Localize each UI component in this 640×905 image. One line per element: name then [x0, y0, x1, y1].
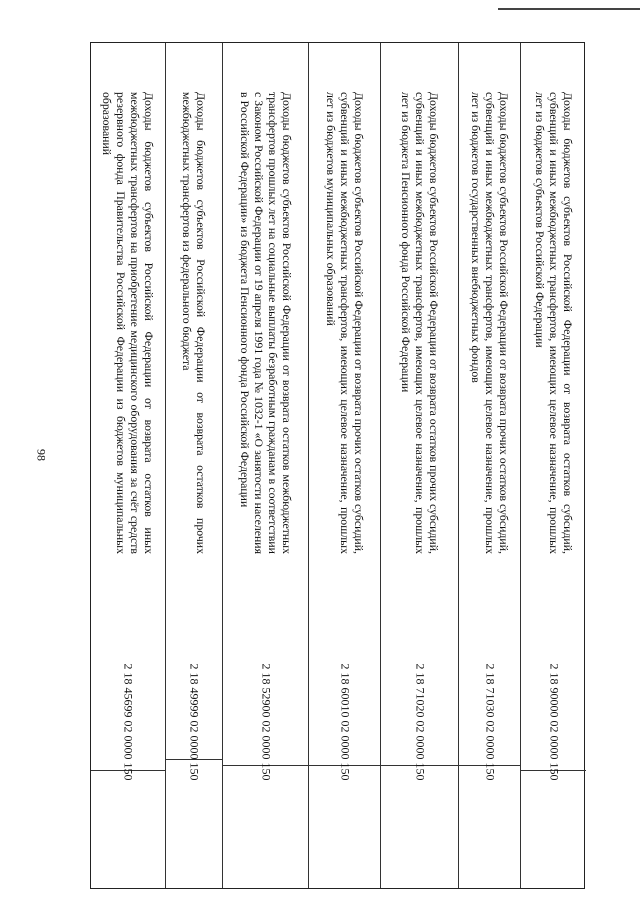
row-code: 2 18 60010 02 0000 150: [338, 663, 352, 781]
row-description: Доходы бюджетов субъектов Российской Федерации от возврата остатков прочих межбюджетных трансфертов из федерального бюджета: [180, 92, 208, 554]
row-code: 2 18 71030 02 0000 150: [483, 663, 497, 781]
row-code: 2 18 71020 02 0000 150: [413, 663, 427, 781]
table-row: [381, 43, 459, 888]
row-code: 2 18 45699 02 0000 150: [121, 663, 136, 781]
row-description: Доходы бюджетов субъектов Российской Федерации от возврата остатков субсидий, субвенций и иных межбюджетных трансфертов, имеющих целевое назначение, прошлых лет из бюджетов субъектов Российской Федерации: [532, 92, 575, 554]
row-description: Доходы бюджетов субъектов Российской Федерации от возврата остатков иных межбюджетных трансфертов на приобретение медицинского оборудования за счёт средств резервного фонда Правительства Российской Федерации из бюджетов муниципальных образований: [100, 92, 156, 554]
table-row: [166, 43, 223, 888]
table-row: [223, 43, 309, 888]
table-row: [91, 43, 166, 888]
table-row: [459, 43, 521, 888]
table-row: [309, 43, 381, 888]
row-code: 2 18 52900 02 0000 150: [259, 663, 273, 781]
table-row: [521, 43, 586, 888]
page-number: 98: [34, 449, 49, 461]
row-description: Доходы бюджетов субъектов Российской Федерации от возврата прочих остатков субсидий, субвенций и иных межбюджетных трансфертов, имеющих целевое назначение, прошлых лет из бюджетов государственных внебюджетных фондов: [468, 92, 511, 555]
top-edge-rule: [498, 8, 640, 10]
row-code: 2 18 90000 02 0000 150: [547, 663, 561, 781]
row-description: Доходы бюджетов субъектов Российской Федерации от возврата остатков межбюджетных трансфертов прошлых лет на социальные выплаты безработным гражданам в соответствии с Законом Российской Федерации от 19 апреля 1991 года № 1032-1 «О занятости населения в Российской Федерации» из бюджета Пенсионного фонда Российской Федерации: [237, 92, 294, 554]
row-description: Доходы бюджетов субъектов Российской Федерации от возврата прочих остатков субсидий, субвенций и иных межбюджетных трансфертов, имеющих целевое назначение, прошлых лет из бюджетов муниципальных образований: [323, 92, 366, 555]
row-description: Доходы бюджетов субъектов Российской Федерации от возврата остатков прочих субсидий, субвенций и иных межбюджетных трансфертов, имеющих целевое назначение, прошлых лет из бюджета Пенсионного фонда Российской Федерации: [398, 92, 441, 555]
budget-codes-table: [90, 42, 585, 889]
row-code: 2 18 49999 02 0000 150: [187, 663, 202, 781]
